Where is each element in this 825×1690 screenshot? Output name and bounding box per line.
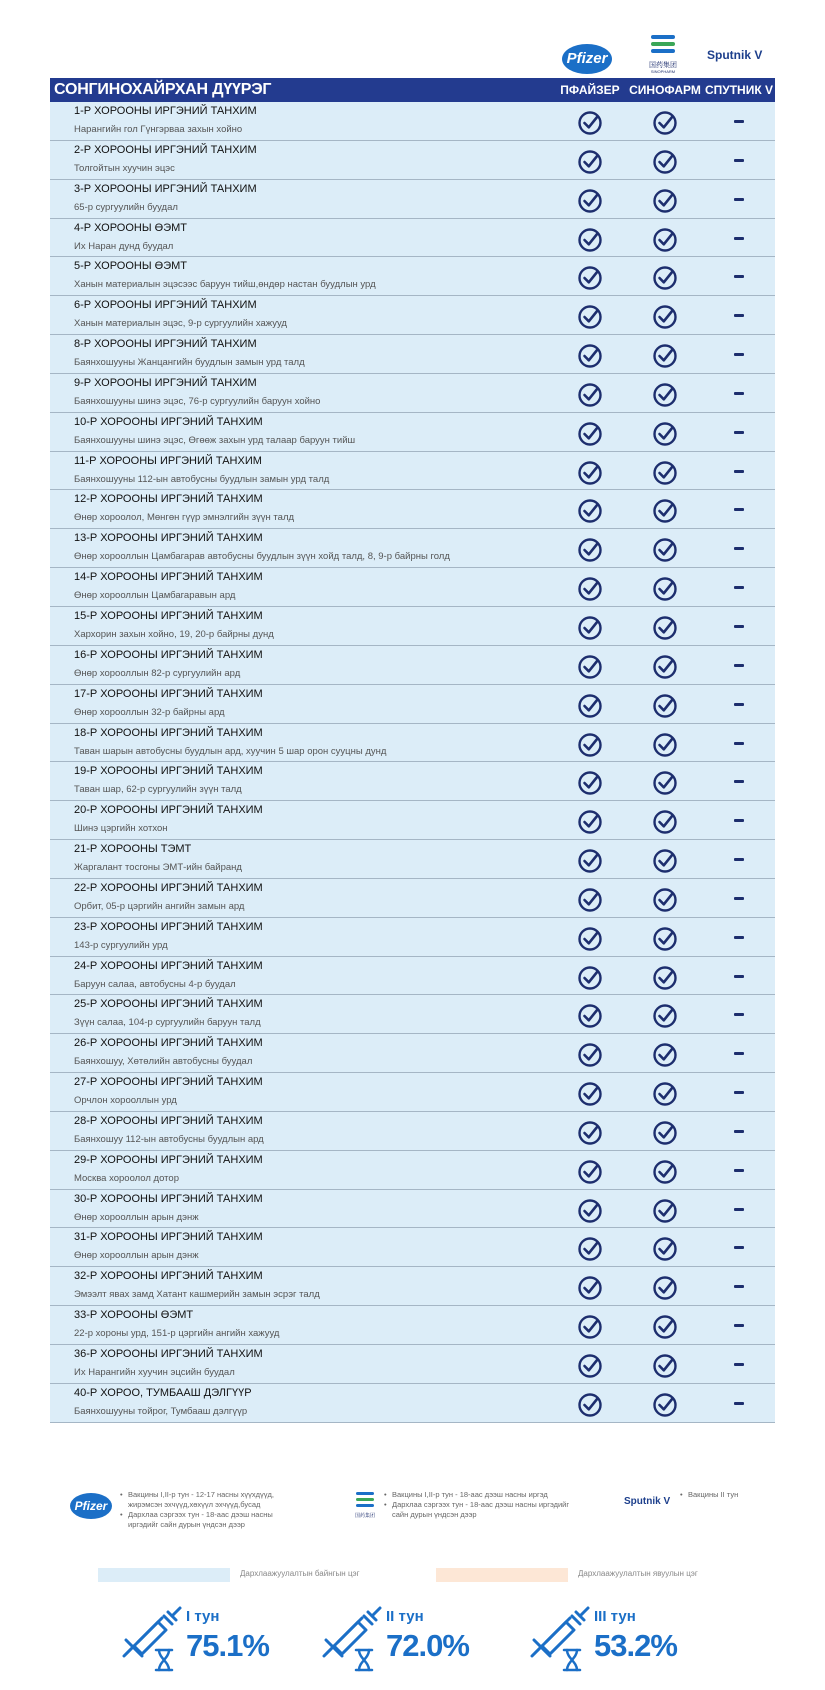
sputnik-dash-icon	[734, 586, 744, 589]
stat-label: II тун	[386, 1608, 424, 1625]
site-name: 40-Р ХОРОО, ТУМБААШ ДЭЛГҮҮР	[74, 1386, 252, 1399]
site-address: Өнөр хороолол, Мөнгөн гүүр эмнэлгийн зүүн талд	[74, 512, 295, 524]
pfizer-check-icon	[577, 149, 603, 175]
site-name: 20-Р ХОРООНЫ ИРГЭНИЙ ТАНХИМ	[74, 804, 263, 817]
stat-value: 53.2%	[594, 1628, 677, 1663]
pfizer-check-icon	[577, 304, 603, 330]
sputnik-dash-icon	[734, 897, 744, 900]
site-name: 25-Р ХОРООНЫ ИРГЭНИЙ ТАНХИМ	[74, 998, 263, 1011]
sinopharm-check-icon	[652, 1353, 678, 1379]
district-title: СОНГИНОХАЙРХАН ДҮҮРЭГ	[54, 81, 272, 98]
sinopharm-check-icon	[652, 1159, 678, 1185]
site-address: Зүүн салаа, 104-р сургуулийн баруун талд	[74, 1017, 261, 1029]
site-address: Таван шарын автобусны буудлын ард, хуучин 5 шар орон сууцны дунд	[74, 745, 387, 757]
table-row	[50, 801, 775, 840]
table-row	[50, 995, 775, 1034]
stat-value: 75.1%	[186, 1628, 269, 1663]
site-name: 6-Р ХОРООНЫ ИРГЭНИЙ ТАНХИМ	[74, 299, 257, 312]
table-row	[50, 1190, 775, 1229]
sputnik-dash-icon	[734, 198, 744, 201]
sinopharm-check-icon	[652, 1042, 678, 1068]
site-name: 8-Р ХОРООНЫ ИРГЭНИЙ ТАНХИМ	[74, 338, 257, 351]
table-row	[50, 1267, 775, 1306]
sputnik-dash-icon	[734, 547, 744, 550]
pfizer-check-icon	[577, 1198, 603, 1224]
table-row	[50, 1345, 775, 1384]
sputnik-dash-icon	[734, 625, 744, 628]
site-name: 24-Р ХОРООНЫ ИРГЭНИЙ ТАНХИМ	[74, 959, 263, 972]
sputnik-logo-small: Sputnik V	[624, 1496, 671, 1507]
sinopharm-check-icon	[652, 848, 678, 874]
sputnik-legend: • Вакцины II тун	[680, 1490, 770, 1500]
sputnik-logo: Sputnik V	[707, 48, 763, 62]
sputnik-dash-icon	[734, 664, 744, 667]
sinopharm-check-icon	[652, 382, 678, 408]
sinopharm-check-icon	[652, 304, 678, 330]
sinopharm-logo-small: 国药集团	[352, 1490, 378, 1524]
table-row	[50, 257, 775, 296]
sputnik-dash-icon	[734, 1285, 744, 1288]
sputnik-dash-icon	[734, 508, 744, 511]
pfizer-legend: • Вакцины I,II-р тун - 12-17 насны хүүхдүүд, жирэмсэн эхчүүд,хөхүүл эхчүүд,бусад • Дархлаа сэргээх тун - 18-аас дээш насны иргэдийг сайн дурын үндсэн дээр	[120, 1490, 290, 1530]
sinopharm-check-icon	[652, 498, 678, 524]
pfizer-check-icon	[577, 421, 603, 447]
pfizer-check-icon	[577, 460, 603, 486]
site-name: 15-Р ХОРООНЫ ИРГЭНИЙ ТАНХИМ	[74, 609, 263, 622]
sinopharm-check-icon	[652, 615, 678, 641]
stat-label: III тун	[594, 1608, 636, 1625]
site-name: 36-Р ХОРООНЫ ИРГЭНИЙ ТАНХИМ	[74, 1348, 263, 1360]
vaccination-sites-table	[50, 78, 775, 1423]
table-row	[50, 685, 775, 724]
site-address: Нарангийн гол Гүнгэрваа захын хойно	[74, 124, 243, 135]
pfizer-check-icon	[577, 654, 603, 680]
table-row	[50, 607, 775, 646]
site-address: 143-р сургуулийн урд	[74, 939, 168, 951]
legend	[0, 1488, 825, 1558]
sinopharm-check-icon	[652, 1236, 678, 1262]
site-address: Их Наран дунд буудал	[74, 240, 174, 252]
sputnik-dash-icon	[734, 237, 744, 240]
sinopharm-logo: 国药集团 SINOPHARM	[645, 33, 681, 75]
pfizer-check-icon	[577, 265, 603, 291]
table-row	[50, 374, 775, 413]
site-address: Хархорин захын хойно, 19, 20-р байрны дунд	[74, 628, 274, 640]
sinopharm-check-icon	[652, 887, 678, 913]
pfizer-logo-small: Pfizer	[70, 1493, 112, 1519]
pfizer-check-icon	[577, 1353, 603, 1379]
site-name: 23-Р ХОРООНЫ ИРГЭНИЙ ТАНХИМ	[74, 920, 263, 933]
site-address: Таван шар, 62-р сургуулийн зүүн талд	[74, 784, 242, 796]
sputnik-dash-icon	[734, 392, 744, 395]
site-name: 16-Р ХОРООНЫ ИРГЭНИЙ ТАНХИМ	[74, 648, 263, 661]
pfizer-check-icon	[577, 848, 603, 874]
table-row	[50, 335, 775, 374]
sputnik-dash-icon	[734, 742, 744, 745]
pfizer-check-icon	[577, 576, 603, 602]
site-address: Шинэ цэргийн хотхон	[74, 823, 168, 835]
sputnik-dash-icon	[734, 819, 744, 822]
sputnik-dash-icon	[734, 353, 744, 356]
site-address: 22-р хороны урд, 151-р цэргийн ангийн хажууд	[74, 1328, 280, 1340]
sinopharm-check-icon	[652, 110, 678, 136]
table-row	[50, 219, 775, 258]
site-address: Ханын материалын эцэс, 9-р сургуулийн хажууд	[74, 318, 287, 330]
sputnik-dash-icon	[734, 1363, 744, 1366]
site-address: Баянхошууны шинэ эцэс, 76-р сургуулийн баруун хойно	[74, 395, 321, 407]
site-name: 13-Р ХОРООНЫ ИРГЭНИЙ ТАНХИМ	[74, 532, 263, 545]
sputnik-dash-icon	[734, 1246, 744, 1249]
column-pfizer: ПФАЙЗЕР	[560, 83, 620, 97]
sinopharm-check-icon	[652, 1392, 678, 1418]
sputnik-dash-icon	[734, 1402, 744, 1405]
vaccine-logos	[555, 30, 775, 75]
pfizer-check-icon	[577, 770, 603, 796]
site-name: 19-Р ХОРООНЫ ИРГЭНИЙ ТАНХИМ	[74, 765, 263, 778]
site-name: 2-Р ХОРООНЫ ИРГЭНИЙ ТАНХИМ	[74, 143, 257, 156]
site-name: 5-Р ХОРООНЫ ӨЭМТ	[74, 260, 187, 273]
site-name: 3-Р ХОРООНЫ ИРГЭНИЙ ТАНХИМ	[74, 182, 257, 195]
sputnik-dash-icon	[734, 936, 744, 939]
mobile-point-label: Дархлаажуулалтын явуулын цэг	[578, 1569, 698, 1578]
table-row	[50, 529, 775, 568]
pfizer-check-icon	[577, 110, 603, 136]
dose-statistics	[0, 1600, 825, 1680]
stat-dose-3	[526, 1600, 746, 1672]
site-address: Баянхошуу, Хөтөлийн автобусны буудал	[74, 1056, 253, 1068]
sinopharm-check-icon	[652, 809, 678, 835]
sinopharm-check-icon	[652, 732, 678, 758]
stat-value: 72.0%	[386, 1628, 469, 1663]
site-name: 21-Р ХОРООНЫ ТЭМТ	[74, 843, 192, 856]
sinopharm-check-icon	[652, 421, 678, 447]
table-row	[50, 141, 775, 180]
site-address: Баянхошууны Жанцангийн буудлын замын урд талд	[74, 357, 305, 369]
site-name: 14-Р ХОРООНЫ ИРГЭНИЙ ТАНХИМ	[74, 571, 263, 584]
site-name: 33-Р ХОРООНЫ ӨЭМТ	[74, 1309, 194, 1322]
sinopharm-check-icon	[652, 926, 678, 952]
table-row	[50, 1228, 775, 1267]
site-address: Өнөр хорооллын арын дэнж	[74, 1250, 199, 1262]
column-sputnik: СПУТНИК V	[704, 83, 774, 97]
sputnik-dash-icon	[734, 975, 744, 978]
site-name: 10-Р ХОРООНЫ ИРГЭНИЙ ТАНХИМ	[74, 415, 263, 428]
pfizer-logo: Pfizer	[562, 44, 612, 74]
table-row	[50, 568, 775, 607]
site-address: Өнөр хорооллын Цамбагаравын ард	[74, 590, 236, 602]
pfizer-check-icon	[577, 498, 603, 524]
table-row	[50, 102, 775, 141]
table-row	[50, 296, 775, 335]
sinopharm-check-icon	[652, 576, 678, 602]
pfizer-check-icon	[577, 693, 603, 719]
pfizer-check-icon	[577, 188, 603, 214]
site-address: Баянхошууны тойрог, Тумбааш дэлгүүр	[74, 1405, 248, 1417]
table-row	[50, 1151, 775, 1190]
sputnik-dash-icon	[734, 703, 744, 706]
sinopharm-check-icon	[652, 1081, 678, 1107]
site-address: Эмээлт явах замд Хатант кашмерийн замын эсрэг талд	[74, 1289, 320, 1301]
sinopharm-check-icon	[652, 1120, 678, 1146]
table-row	[50, 724, 775, 763]
table-row	[50, 1112, 775, 1151]
site-address: Өнөр хорооллын 82-р сургуулийн ард	[74, 667, 241, 679]
site-address: Жаргалант тосгоны ЭМТ-ийн байранд	[74, 862, 242, 874]
pfizer-check-icon	[577, 1236, 603, 1262]
site-name: 29-Р ХОРООНЫ ИРГЭНИЙ ТАНХИМ	[74, 1153, 263, 1166]
pfizer-check-icon	[577, 1275, 603, 1301]
sputnik-dash-icon	[734, 431, 744, 434]
table-row	[50, 413, 775, 452]
sputnik-dash-icon	[734, 1130, 744, 1133]
sputnik-dash-icon	[734, 1208, 744, 1211]
pfizer-check-icon	[577, 965, 603, 991]
sinopharm-check-icon	[652, 227, 678, 253]
sputnik-dash-icon	[734, 1169, 744, 1172]
table-header	[50, 78, 775, 102]
sputnik-dash-icon	[734, 1052, 744, 1055]
active-point-label: Дархлаажуулалтын байнгын цэг	[240, 1569, 360, 1578]
table-row	[50, 957, 775, 996]
site-name: 12-Р ХОРООНЫ ИРГЭНИЙ ТАНХИМ	[74, 493, 263, 506]
site-address: Орбит, 05-р цэргийн ангийн замын ард	[74, 900, 245, 912]
table-row	[50, 762, 775, 801]
pfizer-check-icon	[577, 382, 603, 408]
stat-dose-1	[118, 1600, 338, 1672]
site-name: 11-Р ХОРООНЫ ИРГЭНИЙ ТАНХИМ	[74, 454, 262, 467]
sinopharm-check-icon	[652, 693, 678, 719]
site-address: Өнөр хорооллын 32-р байрны ард	[74, 706, 225, 718]
pfizer-check-icon	[577, 343, 603, 369]
site-address: 65-р сургуулийн буудал	[74, 201, 178, 213]
pfizer-check-icon	[577, 809, 603, 835]
sinopharm-check-icon	[652, 770, 678, 796]
pfizer-check-icon	[577, 537, 603, 563]
sputnik-dash-icon	[734, 159, 744, 162]
sputnik-dash-icon	[734, 120, 744, 123]
pfizer-check-icon	[577, 1120, 603, 1146]
table-row	[50, 840, 775, 879]
site-name: 22-Р ХОРООНЫ ИРГЭНИЙ ТАНХИМ	[74, 881, 263, 894]
table-row	[50, 918, 775, 957]
site-name: 4-Р ХОРООНЫ ӨЭМТ	[74, 221, 187, 234]
sputnik-dash-icon	[734, 1324, 744, 1327]
table-row	[50, 646, 775, 685]
sinopharm-check-icon	[652, 1198, 678, 1224]
site-address: Баянхошуу 112-ын автобусны буудлын ард	[74, 1133, 264, 1145]
sinopharm-check-icon	[652, 1003, 678, 1029]
site-address: Өнөр хорооллын арын дэнж	[74, 1211, 199, 1223]
sinopharm-check-icon	[652, 149, 678, 175]
site-address: Баянхошууны 112-ын автобусны буудлын замын урд талд	[74, 473, 330, 485]
pfizer-check-icon	[577, 1042, 603, 1068]
sinopharm-check-icon	[652, 188, 678, 214]
site-name: 30-Р ХОРООНЫ ИРГЭНИЙ ТАНХИМ	[74, 1192, 263, 1205]
sinopharm-check-icon	[652, 537, 678, 563]
syringe-hourglass-icon	[526, 1600, 596, 1672]
pfizer-check-icon	[577, 227, 603, 253]
pfizer-check-icon	[577, 926, 603, 952]
site-name: 18-Р ХОРООНЫ ИРГЭНИЙ ТАНХИМ	[74, 726, 263, 739]
sinopharm-check-icon	[652, 460, 678, 486]
site-address: Баруун салаа, автобусны 4-р буудал	[74, 978, 236, 990]
pfizer-check-icon	[577, 1392, 603, 1418]
pfizer-check-icon	[577, 732, 603, 758]
sinopharm-legend: • Вакцины I,II-р тун - 18-аас дээш насны иргэд • Дархлаа сэргээх тун - 18-аас дээш насны иргэдийг сайн дурын үндсэн дээр	[384, 1490, 574, 1520]
table-row	[50, 1034, 775, 1073]
mobile-point-swatch	[436, 1568, 568, 1582]
table-row	[50, 180, 775, 219]
site-name: 1-Р ХОРООНЫ ИРГЭНИЙ ТАНХИМ	[74, 105, 257, 117]
site-address: Москва хороолол дотор	[74, 1172, 179, 1184]
table-row	[50, 879, 775, 918]
sputnik-dash-icon	[734, 780, 744, 783]
pfizer-check-icon	[577, 1003, 603, 1029]
site-name: 26-Р ХОРООНЫ ИРГЭНИЙ ТАНХИМ	[74, 1037, 263, 1050]
syringe-hourglass-icon	[118, 1600, 188, 1672]
table-row	[50, 1384, 775, 1423]
sputnik-dash-icon	[734, 470, 744, 473]
site-address: Их Нарангийн хуучин эцсийн буудал	[74, 1367, 235, 1378]
pfizer-check-icon	[577, 615, 603, 641]
site-address: Өнөр хорооллын Цамбагарав автобусны буудлын зүүн хойд талд, 8, 9-р байрны голд	[74, 551, 450, 563]
pfizer-check-icon	[577, 1314, 603, 1340]
pfizer-check-icon	[577, 1081, 603, 1107]
column-sinopharm: СИНОФАРМ	[629, 83, 701, 97]
site-address: Толгойтын хуучин эцэс	[74, 162, 175, 174]
sinopharm-check-icon	[652, 343, 678, 369]
site-address: Ханын материалын эцэсээс баруун тийш,өндөр настан буудлын урд	[74, 279, 376, 291]
site-name: 17-Р ХОРООНЫ ИРГЭНИЙ ТАНХИМ	[74, 687, 263, 700]
site-address: Баянхошууны шинэ эцэс, Өгөөж захын урд талаар баруун тийш	[74, 434, 356, 446]
stat-label: I тун	[186, 1608, 220, 1625]
sputnik-dash-icon	[734, 1091, 744, 1094]
table-row	[50, 1073, 775, 1112]
sinopharm-check-icon	[652, 1314, 678, 1340]
site-name: 32-Р ХОРООНЫ ИРГЭНИЙ ТАНХИМ	[74, 1270, 263, 1283]
syringe-hourglass-icon	[318, 1600, 388, 1672]
sinopharm-check-icon	[652, 654, 678, 680]
sinopharm-check-icon	[652, 965, 678, 991]
table-body	[50, 102, 775, 1423]
pfizer-check-icon	[577, 887, 603, 913]
table-row	[50, 1306, 775, 1345]
sputnik-dash-icon	[734, 314, 744, 317]
site-name: 28-Р ХОРООНЫ ИРГЭНИЙ ТАНХИМ	[74, 1114, 263, 1127]
site-address: Орчлон хорооллын урд	[74, 1095, 177, 1107]
sputnik-dash-icon	[734, 1013, 744, 1016]
site-name: 27-Р ХОРООНЫ ИРГЭНИЙ ТАНХИМ	[74, 1076, 263, 1089]
table-row	[50, 452, 775, 491]
stat-dose-2	[318, 1600, 538, 1672]
sinopharm-check-icon	[652, 265, 678, 291]
sinopharm-check-icon	[652, 1275, 678, 1301]
active-point-swatch	[98, 1568, 230, 1582]
sputnik-dash-icon	[734, 275, 744, 278]
table-row	[50, 490, 775, 529]
site-name: 31-Р ХОРООНЫ ИРГЭНИЙ ТАНХИМ	[74, 1231, 263, 1244]
sputnik-dash-icon	[734, 858, 744, 861]
point-type-legend	[0, 1566, 825, 1582]
site-name: 9-Р ХОРООНЫ ИРГЭНИЙ ТАНХИМ	[74, 376, 257, 389]
pfizer-check-icon	[577, 1159, 603, 1185]
